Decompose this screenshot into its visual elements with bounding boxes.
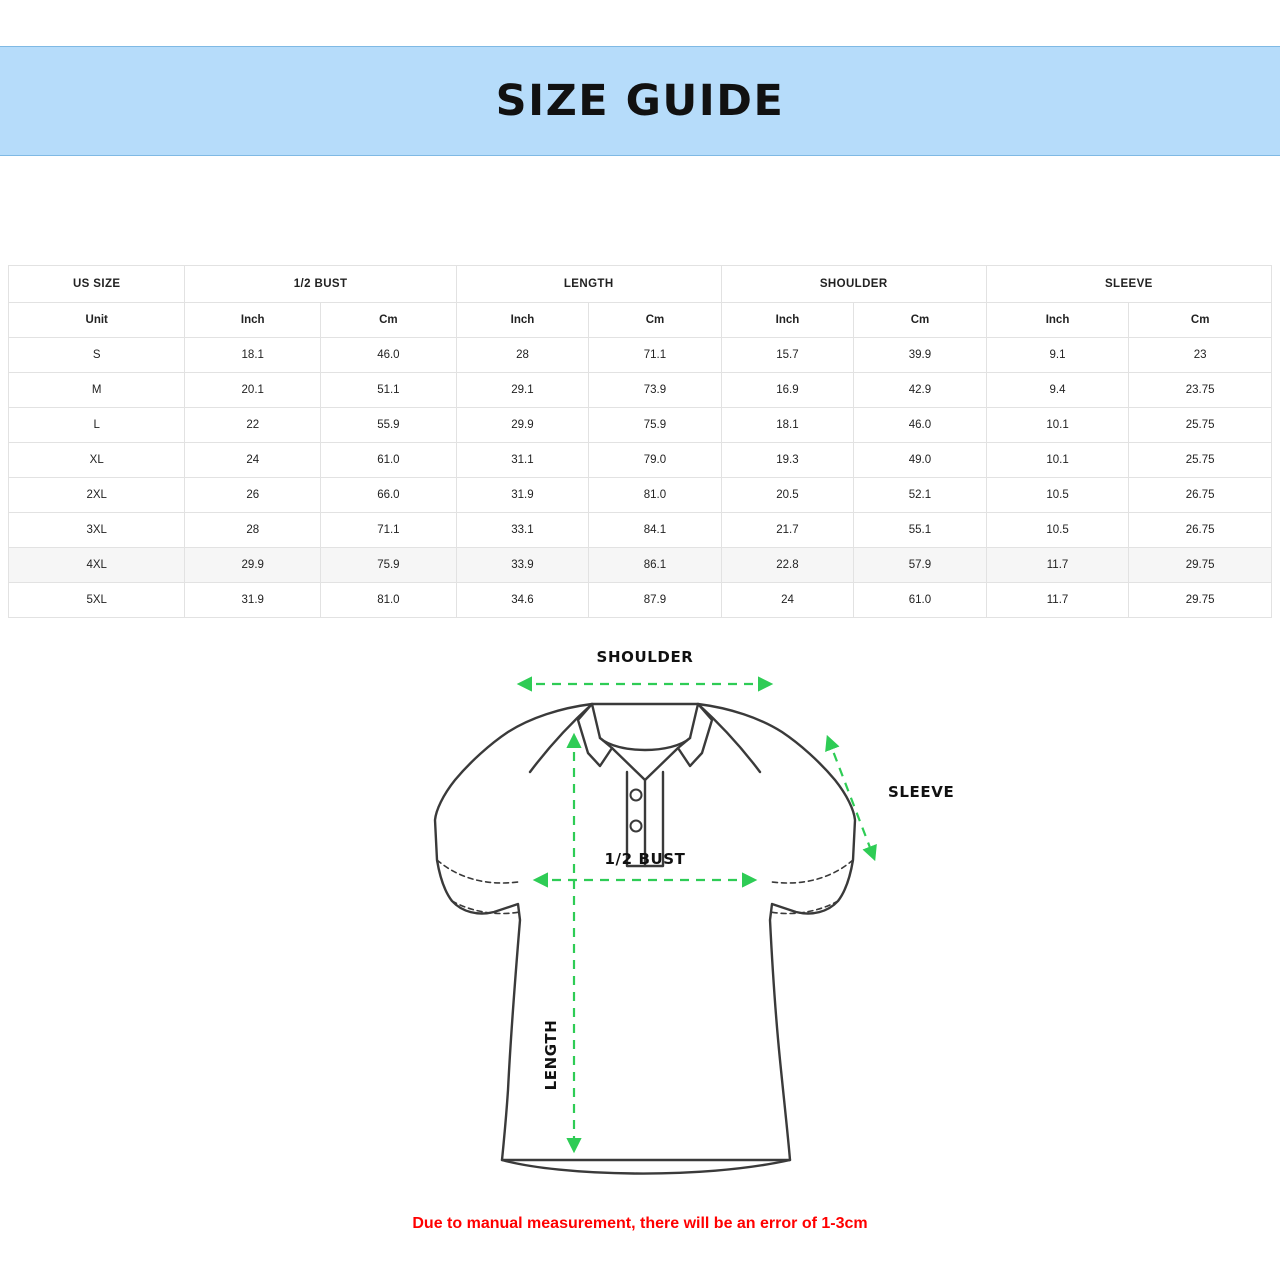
cell-length-cm: 86.1 bbox=[589, 548, 722, 583]
unit-shoulder-inch: Inch bbox=[721, 303, 854, 338]
cell-length-cm: 75.9 bbox=[589, 408, 722, 443]
cell-shoulder-inch: 19.3 bbox=[721, 443, 854, 478]
group-header-us-size: US SIZE bbox=[9, 266, 185, 303]
length-label: LENGTH bbox=[542, 1019, 560, 1091]
cell-length-inch: 31.1 bbox=[456, 443, 589, 478]
table-row bbox=[9, 443, 1272, 478]
cell-sleeve-cm: 23 bbox=[1129, 338, 1272, 373]
cell-shoulder-cm: 39.9 bbox=[854, 338, 987, 373]
size-table-container bbox=[8, 265, 1272, 618]
unit-sleeve-inch: Inch bbox=[986, 303, 1129, 338]
table-row bbox=[9, 408, 1272, 443]
cell-size: S bbox=[9, 338, 185, 373]
cell-bust-inch: 29.9 bbox=[185, 548, 321, 583]
cell-sleeve-inch: 9.4 bbox=[986, 373, 1129, 408]
cell-shoulder-inch: 22.8 bbox=[721, 548, 854, 583]
table-row bbox=[9, 548, 1272, 583]
cell-sleeve-inch: 10.5 bbox=[986, 513, 1129, 548]
group-header-length: LENGTH bbox=[456, 266, 721, 303]
cell-shoulder-cm: 61.0 bbox=[854, 583, 987, 618]
table-row bbox=[9, 513, 1272, 548]
cell-bust-inch: 20.1 bbox=[185, 373, 321, 408]
cell-length-inch: 29.1 bbox=[456, 373, 589, 408]
unit-sleeve-cm: Cm bbox=[1129, 303, 1272, 338]
cell-sleeve-cm: 26.75 bbox=[1129, 513, 1272, 548]
cell-shoulder-inch: 16.9 bbox=[721, 373, 854, 408]
size-chart-table bbox=[8, 265, 1272, 618]
cell-size: 4XL bbox=[9, 548, 185, 583]
cell-shoulder-cm: 55.1 bbox=[854, 513, 987, 548]
cell-bust-cm: 75.9 bbox=[321, 548, 457, 583]
cell-sleeve-inch: 11.7 bbox=[986, 548, 1129, 583]
cell-bust-inch: 24 bbox=[185, 443, 321, 478]
page-title: SIZE GUIDE bbox=[495, 76, 785, 126]
cell-bust-inch: 18.1 bbox=[185, 338, 321, 373]
cell-size: 2XL bbox=[9, 478, 185, 513]
group-header-sleeve: SLEEVE bbox=[986, 266, 1271, 303]
cell-shoulder-cm: 52.1 bbox=[854, 478, 987, 513]
measurement-disclaimer: Due to manual measurement, there will be an error of 1-3cm bbox=[412, 1215, 868, 1232]
cell-size: 5XL bbox=[9, 583, 185, 618]
cell-shoulder-inch: 20.5 bbox=[721, 478, 854, 513]
cell-shoulder-inch: 24 bbox=[721, 583, 854, 618]
unit-length-inch: Inch bbox=[456, 303, 589, 338]
cell-length-cm: 84.1 bbox=[589, 513, 722, 548]
polo-shirt-outline bbox=[435, 704, 855, 1174]
table-head bbox=[9, 266, 1272, 338]
cell-length-cm: 71.1 bbox=[589, 338, 722, 373]
cell-shoulder-cm: 57.9 bbox=[854, 548, 987, 583]
cell-sleeve-inch: 10.1 bbox=[986, 408, 1129, 443]
cell-shoulder-inch: 21.7 bbox=[721, 513, 854, 548]
group-header-bust: 1/2 BUST bbox=[185, 266, 456, 303]
unit-bust-inch: Inch bbox=[185, 303, 321, 338]
cell-size: M bbox=[9, 373, 185, 408]
shoulder-label: SHOULDER bbox=[596, 648, 694, 666]
cell-length-inch: 33.9 bbox=[456, 548, 589, 583]
cell-sleeve-cm: 29.75 bbox=[1129, 583, 1272, 618]
group-header-shoulder: SHOULDER bbox=[721, 266, 986, 303]
cell-sleeve-cm: 26.75 bbox=[1129, 478, 1272, 513]
cell-bust-inch: 31.9 bbox=[185, 583, 321, 618]
cell-sleeve-inch: 10.5 bbox=[986, 478, 1129, 513]
cell-length-inch: 31.9 bbox=[456, 478, 589, 513]
cell-bust-cm: 46.0 bbox=[321, 338, 457, 373]
unit-label: Unit bbox=[9, 303, 185, 338]
table-body bbox=[9, 338, 1272, 618]
cell-bust-cm: 61.0 bbox=[321, 443, 457, 478]
cell-sleeve-inch: 10.1 bbox=[986, 443, 1129, 478]
table-group-header-row bbox=[9, 266, 1272, 303]
unit-shoulder-cm: Cm bbox=[854, 303, 987, 338]
cell-bust-cm: 51.1 bbox=[321, 373, 457, 408]
cell-sleeve-inch: 11.7 bbox=[986, 583, 1129, 618]
cell-sleeve-cm: 29.75 bbox=[1129, 548, 1272, 583]
placket-buttons-icon bbox=[631, 790, 642, 832]
sleeve-measure-arrow bbox=[828, 738, 874, 858]
cell-bust-cm: 81.0 bbox=[321, 583, 457, 618]
cell-length-inch: 28 bbox=[456, 338, 589, 373]
cell-sleeve-cm: 23.75 bbox=[1129, 373, 1272, 408]
cell-length-cm: 87.9 bbox=[589, 583, 722, 618]
table-row bbox=[9, 373, 1272, 408]
cell-shoulder-inch: 18.1 bbox=[721, 408, 854, 443]
table-row bbox=[9, 478, 1272, 513]
cell-length-cm: 79.0 bbox=[589, 443, 722, 478]
cell-size: XL bbox=[9, 443, 185, 478]
size-guide-header bbox=[0, 46, 1280, 156]
cell-length-cm: 73.9 bbox=[589, 373, 722, 408]
table-row bbox=[9, 338, 1272, 373]
cell-bust-inch: 28 bbox=[185, 513, 321, 548]
cell-shoulder-cm: 42.9 bbox=[854, 373, 987, 408]
cell-length-inch: 34.6 bbox=[456, 583, 589, 618]
table-row bbox=[9, 583, 1272, 618]
cell-bust-inch: 26 bbox=[185, 478, 321, 513]
unit-length-cm: Cm bbox=[589, 303, 722, 338]
cell-length-cm: 81.0 bbox=[589, 478, 722, 513]
polo-measurement-diagram bbox=[0, 620, 1280, 1200]
unit-bust-cm: Cm bbox=[321, 303, 457, 338]
cell-bust-cm: 66.0 bbox=[321, 478, 457, 513]
sleeve-label: SLEEVE bbox=[888, 783, 955, 801]
cell-length-inch: 29.9 bbox=[456, 408, 589, 443]
cell-bust-cm: 55.9 bbox=[321, 408, 457, 443]
cell-bust-inch: 22 bbox=[185, 408, 321, 443]
cell-shoulder-cm: 49.0 bbox=[854, 443, 987, 478]
bust-label: 1/2 BUST bbox=[604, 850, 686, 868]
cell-size: L bbox=[9, 408, 185, 443]
cell-sleeve-cm: 25.75 bbox=[1129, 443, 1272, 478]
cell-sleeve-cm: 25.75 bbox=[1129, 408, 1272, 443]
cell-shoulder-cm: 46.0 bbox=[854, 408, 987, 443]
cell-bust-cm: 71.1 bbox=[321, 513, 457, 548]
cell-shoulder-inch: 15.7 bbox=[721, 338, 854, 373]
table-unit-row bbox=[9, 303, 1272, 338]
cell-size: 3XL bbox=[9, 513, 185, 548]
cell-sleeve-inch: 9.1 bbox=[986, 338, 1129, 373]
cell-length-inch: 33.1 bbox=[456, 513, 589, 548]
